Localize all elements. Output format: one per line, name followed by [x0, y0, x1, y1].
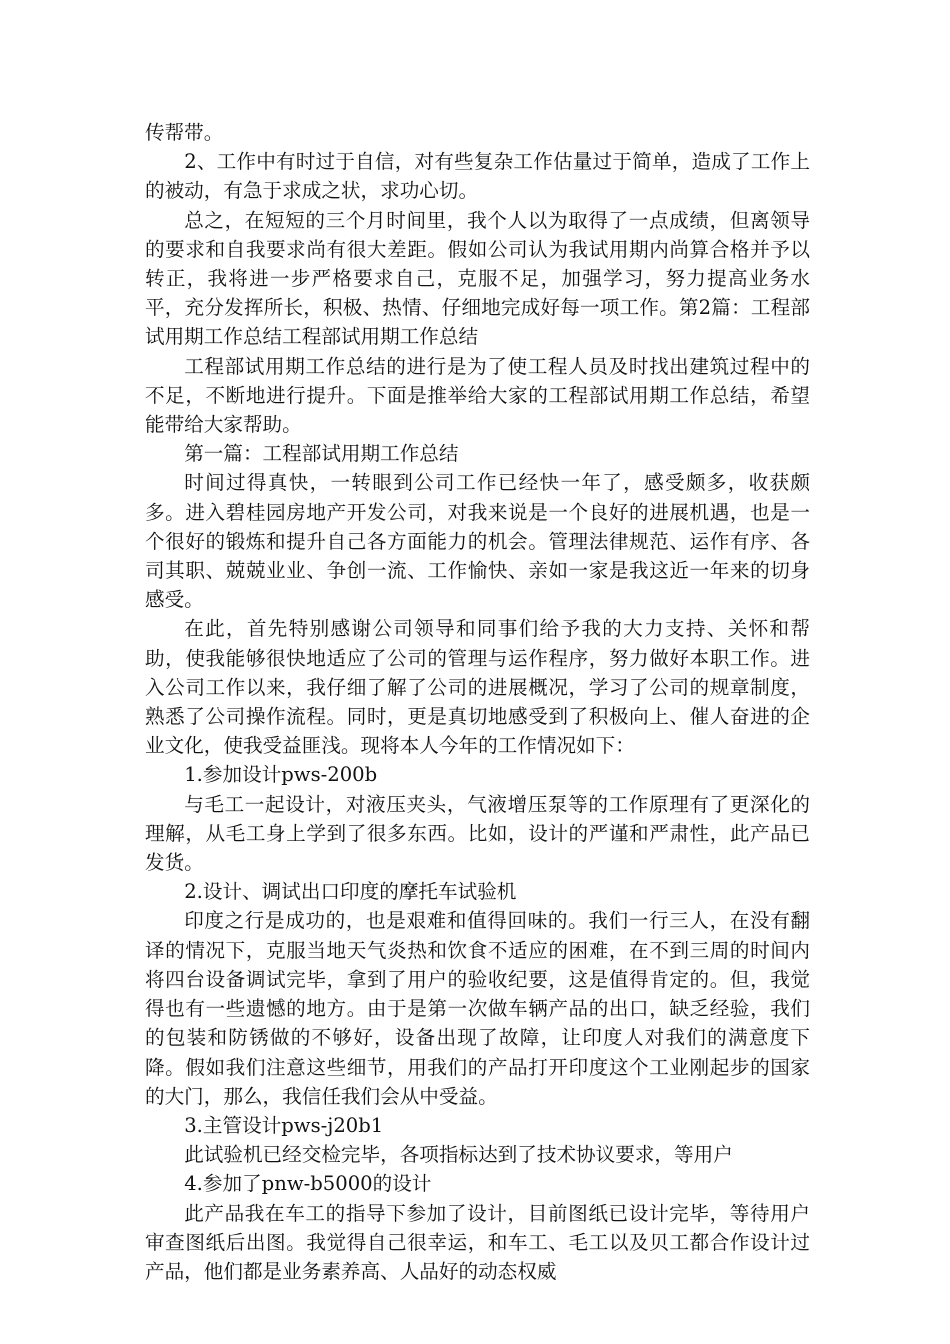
paragraph: 总之，在短短的三个月时间里，我个人以为取得了一点成绩，但离领导的要求和自我要求尚有很大差距。假如公司认为我试用期内尚算合格并予以转正，我将进一步严格要求自己，克服不足，加强学习，努力提高业务水平，充分发挥所长，积极、热情、仔细地完成好每一项工作。第2篇：工程部试用期工作总结工程部试用期工作总结	[145, 208, 810, 349]
list-item-heading: 3.主管设计pws-j20b1	[184, 1113, 384, 1137]
document-body	[145, 118, 810, 1286]
paragraph: 与毛工一起设计，对液压夹头，气液增压泵等的工作原理有了更深化的理解，从毛工身上学到了很多东西。比如，设计的严谨和严肃性，此产品已发货。	[145, 792, 810, 875]
list-item-heading: 1.参加设计pws-200b	[184, 763, 378, 787]
paragraph: 工程部试用期工作总结的进行是为了使工程人员及时找出建筑过程中的不足，不断地进行提升。下面是推举给大家的工程部试用期工作总结，希望能带给大家帮助。	[145, 354, 810, 437]
paragraph: 2、工作中有时过于自信，对有些复杂工作估量过于简单，造成了工作上的被动，有急于求成之状，求功心切。	[145, 150, 810, 203]
paragraph: 印度之行是成功的，也是艰难和值得回味的。我们一行三人，在没有翻译的情况下，克服当地天气炎热和饮食不适应的困难，在不到三周的时间内将四台设备调试完毕，拿到了用户的验收纪要，这是值得肯定的。但，我觉得也有一些遗憾的地方。由于是第一次做车辆产品的出口，缺乏经验，我们的包装和防锈做的不够好，设备出现了故障，让印度人对我们的满意度下降。假如我们注意这些细节，用我们的产品打开印度这个工业刚起步的国家的大门，那么，我信任我们会从中受益。	[145, 909, 810, 1108]
paragraph: 此试验机已经交检完毕，各项指标达到了技术协议要求，等用户	[184, 1143, 733, 1167]
list-item-heading: 2.设计、调试出口印度的摩托车试验机	[184, 880, 517, 904]
list-item-heading: 4.参加了pnw-b5000的设计	[184, 1172, 432, 1196]
section-heading: 第一篇：工程部试用期工作总结	[184, 442, 459, 466]
paragraph: 在此，首先特别感谢公司领导和同事们给予我的大力支持、关怀和帮助，使我能够很快地适应了公司的管理与运作程序，努力做好本职工作。进入公司工作以来，我仔细了解了公司的进展概况，学习了公司的规章制度，熟悉了公司操作流程。同时，更是真切地感受到了积极向上、催人奋进的企业文化，使我受益匪浅。现将本人今年的工作情况如下：	[145, 617, 810, 758]
paragraph: 此产品我在车工的指导下参加了设计，目前图纸已设计完毕，等待用户审查图纸后出图。我觉得自己很幸运，和车工、毛工以及贝工都合作设计过产品，他们都是业务素养高、人品好的动态权威	[145, 1201, 810, 1283]
paragraph: 时间过得真快，一转眼到公司工作已经快一年了，感受颇多，收获颇多。进入碧桂园房地产开发公司，对我来说是一个良好的进展机遇，也是一个很好的锻炼和提升自己各方面能力的机会。管理法律规范、运作有序、各司其职、兢兢业业、争创一流、工作愉快、亲如一家是我这近一年来的切身感受。	[145, 471, 810, 612]
paragraph: 传帮带。	[145, 121, 224, 144]
